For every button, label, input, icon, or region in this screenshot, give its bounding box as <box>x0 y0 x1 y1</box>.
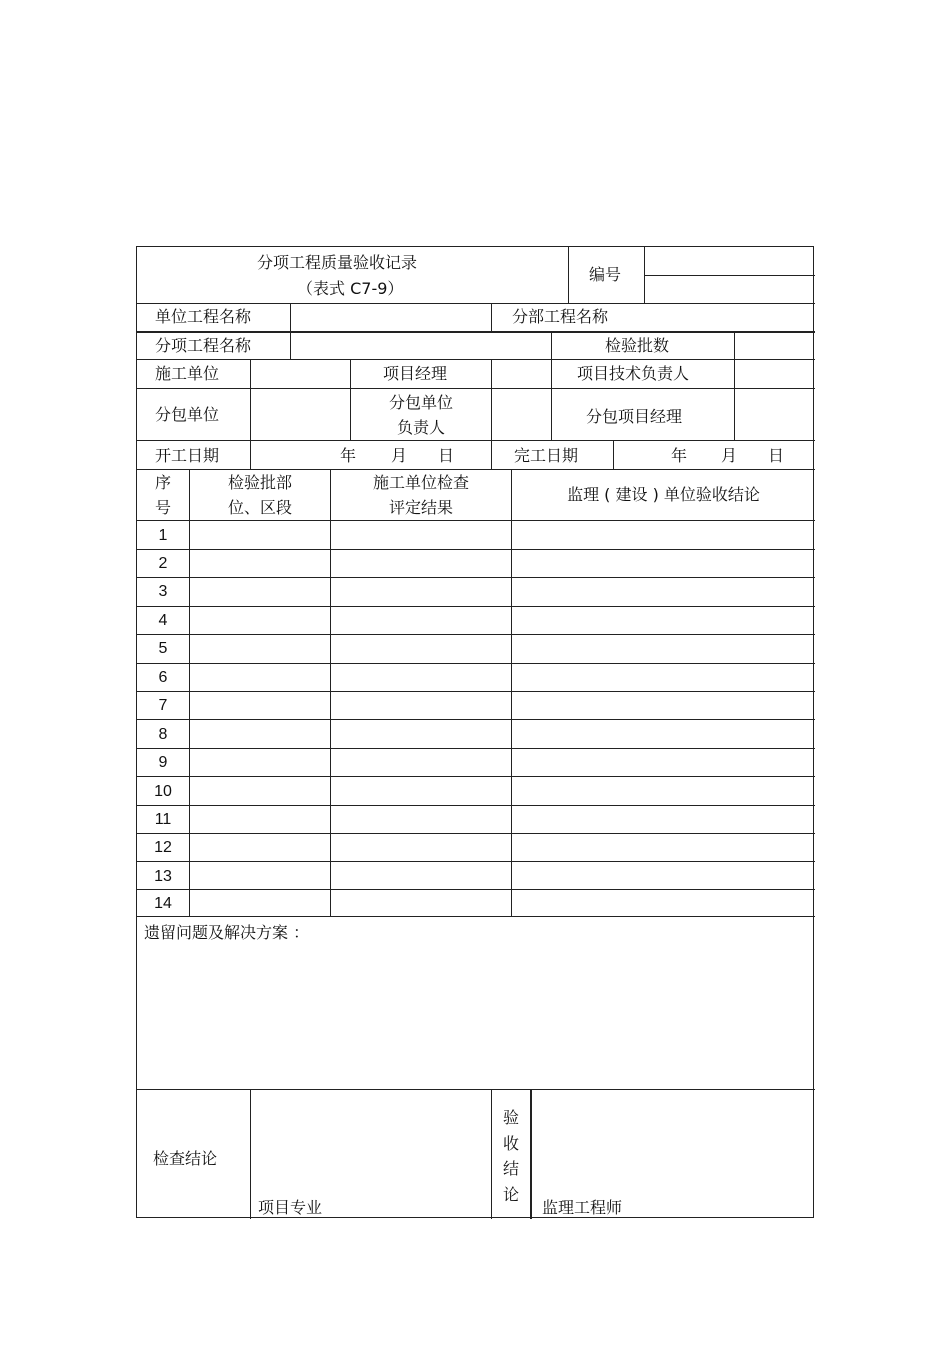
col-header-seq: 序 号 <box>154 472 171 517</box>
start-date-field[interactable] <box>251 441 491 469</box>
start-month: 月 <box>391 446 408 465</box>
row-number: 3 <box>158 583 168 600</box>
subcontract-project-manager-field[interactable] <box>735 389 815 440</box>
col-header-conclusion: 监理 ( 建设 ) 单位验收结论 <box>567 485 760 504</box>
remaining-issues-label: 遗留问题及解决方案 ： <box>144 923 310 942</box>
item-project-name-field[interactable] <box>291 333 551 359</box>
col-header-part: 检验批部 位、区段 <box>227 472 292 517</box>
col-header-eval: 施工单位检查 评定结果 <box>372 472 469 517</box>
row-number: 7 <box>158 697 168 714</box>
construction-unit-field[interactable] <box>251 360 350 388</box>
row-number: 2 <box>158 555 168 572</box>
row-number: 14 <box>154 895 172 912</box>
row-number: 6 <box>158 669 168 686</box>
inspection-batch-count-label: 检验批数 <box>605 336 670 355</box>
acceptance-conclusion-field[interactable] <box>533 1090 815 1195</box>
sub-project-name-field[interactable] <box>645 304 815 331</box>
end-day: 日 <box>768 446 785 465</box>
end-month: 月 <box>721 446 738 465</box>
number-field-2[interactable] <box>645 276 815 303</box>
subcontract-unit-lead-label: 分包单位 负责人 <box>388 392 453 437</box>
subcontract-unit-label: 分包单位 <box>155 405 220 424</box>
unit-project-name-label: 单位工程名称 <box>155 307 252 326</box>
form-code: （表式 C7-9） <box>297 279 404 298</box>
project-tech-lead-field[interactable] <box>735 360 815 388</box>
row-number: 1 <box>158 527 168 544</box>
end-date-field[interactable] <box>614 441 815 469</box>
subcontract-unit-lead-field[interactable] <box>492 389 551 440</box>
acceptance-conclusion-label: 验 收 结 论 <box>502 1108 519 1204</box>
end-date-label: 完工日期 <box>514 446 579 465</box>
project-manager-label: 项目经理 <box>383 364 448 383</box>
construction-unit-label: 施工单位 <box>155 364 220 383</box>
row-number: 10 <box>154 783 172 800</box>
row-number: 9 <box>158 754 168 771</box>
subcontract-unit-field[interactable] <box>251 389 350 440</box>
subcontract-project-manager-label: 分包项目经理 <box>586 407 683 426</box>
remaining-issues-field[interactable] <box>137 947 815 1089</box>
row-number: 12 <box>154 839 172 856</box>
row-number: 4 <box>158 612 168 629</box>
supervising-engineer-label: 监理工程师 <box>542 1198 623 1217</box>
inspection-batch-count-field[interactable] <box>735 333 815 359</box>
project-manager-field[interactable] <box>492 360 551 388</box>
number-field-1[interactable] <box>645 247 815 275</box>
end-year: 年 <box>671 446 688 465</box>
start-day: 日 <box>438 446 455 465</box>
project-specialist-label: 项目专业 <box>258 1198 323 1217</box>
table-body-cells[interactable] <box>190 521 815 916</box>
project-tech-lead-label: 项目技术负责人 <box>577 364 690 383</box>
form-title: 分项工程质量验收记录 <box>257 253 418 272</box>
start-year: 年 <box>340 446 357 465</box>
start-date-label: 开工日期 <box>155 446 220 465</box>
check-conclusion-field[interactable] <box>251 1090 491 1195</box>
unit-project-name-field[interactable] <box>291 304 491 331</box>
row-number: 11 <box>154 811 172 828</box>
sub-project-name-label: 分部工程名称 <box>512 307 609 326</box>
check-conclusion-label: 检查结论 <box>153 1149 218 1168</box>
quality-acceptance-form <box>136 246 814 1218</box>
row-number: 8 <box>158 726 168 743</box>
row-number: 5 <box>158 640 168 657</box>
row-number: 13 <box>154 868 172 885</box>
item-project-name-label: 分项工程名称 <box>155 336 252 355</box>
number-label: 编号 <box>589 265 622 284</box>
